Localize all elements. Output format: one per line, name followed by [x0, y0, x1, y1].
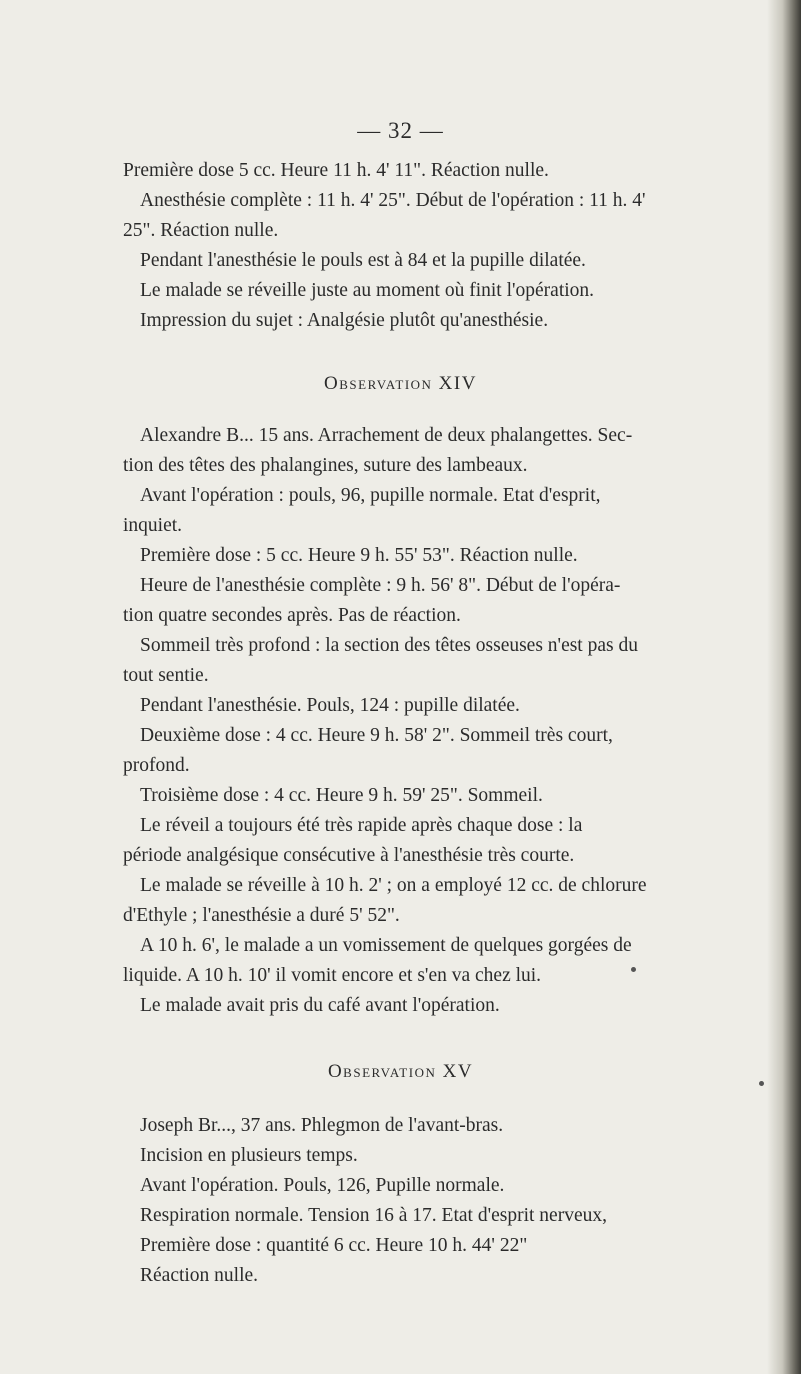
text-line: Alexandre B... 15 ans. Arrachement de deux phalangettes. Sec- [140, 425, 633, 446]
scan-speck [631, 967, 636, 972]
text-line: Première dose : 5 cc. Heure 9 h. 55' 53". Réaction nulle. [140, 545, 578, 566]
text-line: période analgésique consécutive à l'anesthésie très courte. [123, 845, 575, 866]
text-line: Avant l'opération : pouls, 96, pupille normale. Etat d'esprit, [140, 485, 601, 506]
text-line: Pendant l'anesthésie. Pouls, 124 : pupille dilatée. [140, 695, 520, 716]
observation-heading: Observation XIV [324, 373, 477, 394]
text-line: 25". Réaction nulle. [123, 220, 279, 241]
text-line: Le malade se réveille juste au moment où finit l'opération. [140, 280, 595, 301]
text-line: Impression du sujet : Analgésie plutôt qu'anesthésie. [140, 310, 549, 331]
text-line: Pendant l'anesthésie le pouls est à 84 et la pupille dilatée. [140, 250, 586, 271]
text-line: Anesthésie complète : 11 h. 4' 25". Début de l'opération : 11 h. 4' [140, 190, 646, 211]
text-line: Le malade se réveille à 10 h. 2' ; on a employé 12 cc. de chlorure [140, 875, 647, 896]
scan-speck [759, 1081, 764, 1086]
text-line: Première dose 5 cc. Heure 11 h. 4' 11". Réaction nulle. [123, 160, 549, 181]
text-line: Deuxième dose : 4 cc. Heure 9 h. 58' 2". Sommeil très court, [140, 725, 613, 746]
text-line: Troisième dose : 4 cc. Heure 9 h. 59' 25". Sommeil. [140, 785, 543, 806]
text-line: Première dose : quantité 6 cc. Heure 10 h. 44' 22" [140, 1235, 528, 1256]
text-line: Sommeil très profond : la section des têtes osseuses n'est pas du [140, 635, 638, 656]
text-line: Incision en plusieurs temps. [140, 1145, 358, 1166]
text-line: Heure de l'anesthésie complète : 9 h. 56' 8". Début de l'opéra- [140, 575, 621, 596]
text-line: Le réveil a toujours été très rapide après chaque dose : la [140, 815, 583, 836]
text-line: tion quatre secondes après. Pas de réaction. [123, 605, 461, 626]
text-line: Respiration normale. Tension 16 à 17. Etat d'esprit nerveux, [140, 1205, 607, 1226]
page-edge-shadow [767, 0, 801, 1374]
observation-heading: Observation XV [327, 1061, 474, 1082]
text-line: Avant l'opération. Pouls, 126, Pupille normale. [140, 1175, 505, 1196]
text-line: profond. [123, 755, 190, 776]
text-line: Le malade avait pris du café avant l'opération. [140, 995, 500, 1016]
text-line: A 10 h. 6', le malade a un vomissement de quelques gorgées de [140, 935, 632, 956]
text-line: Joseph Br..., 37 ans. Phlegmon de l'avant-bras. [140, 1115, 504, 1136]
text-line: inquiet. [123, 515, 183, 536]
text-line: tout sentie. [123, 665, 209, 686]
page-number: — 32 — [357, 118, 444, 143]
text-line: liquide. A 10 h. 10' il vomit encore et s'en va chez lui. [123, 965, 542, 986]
text-line: d'Ethyle ; l'anesthésie a duré 5' 52". [123, 905, 400, 926]
text-line: tion des têtes des phalangines, suture des lambeaux. [123, 455, 528, 476]
text-line: Réaction nulle. [140, 1265, 259, 1286]
